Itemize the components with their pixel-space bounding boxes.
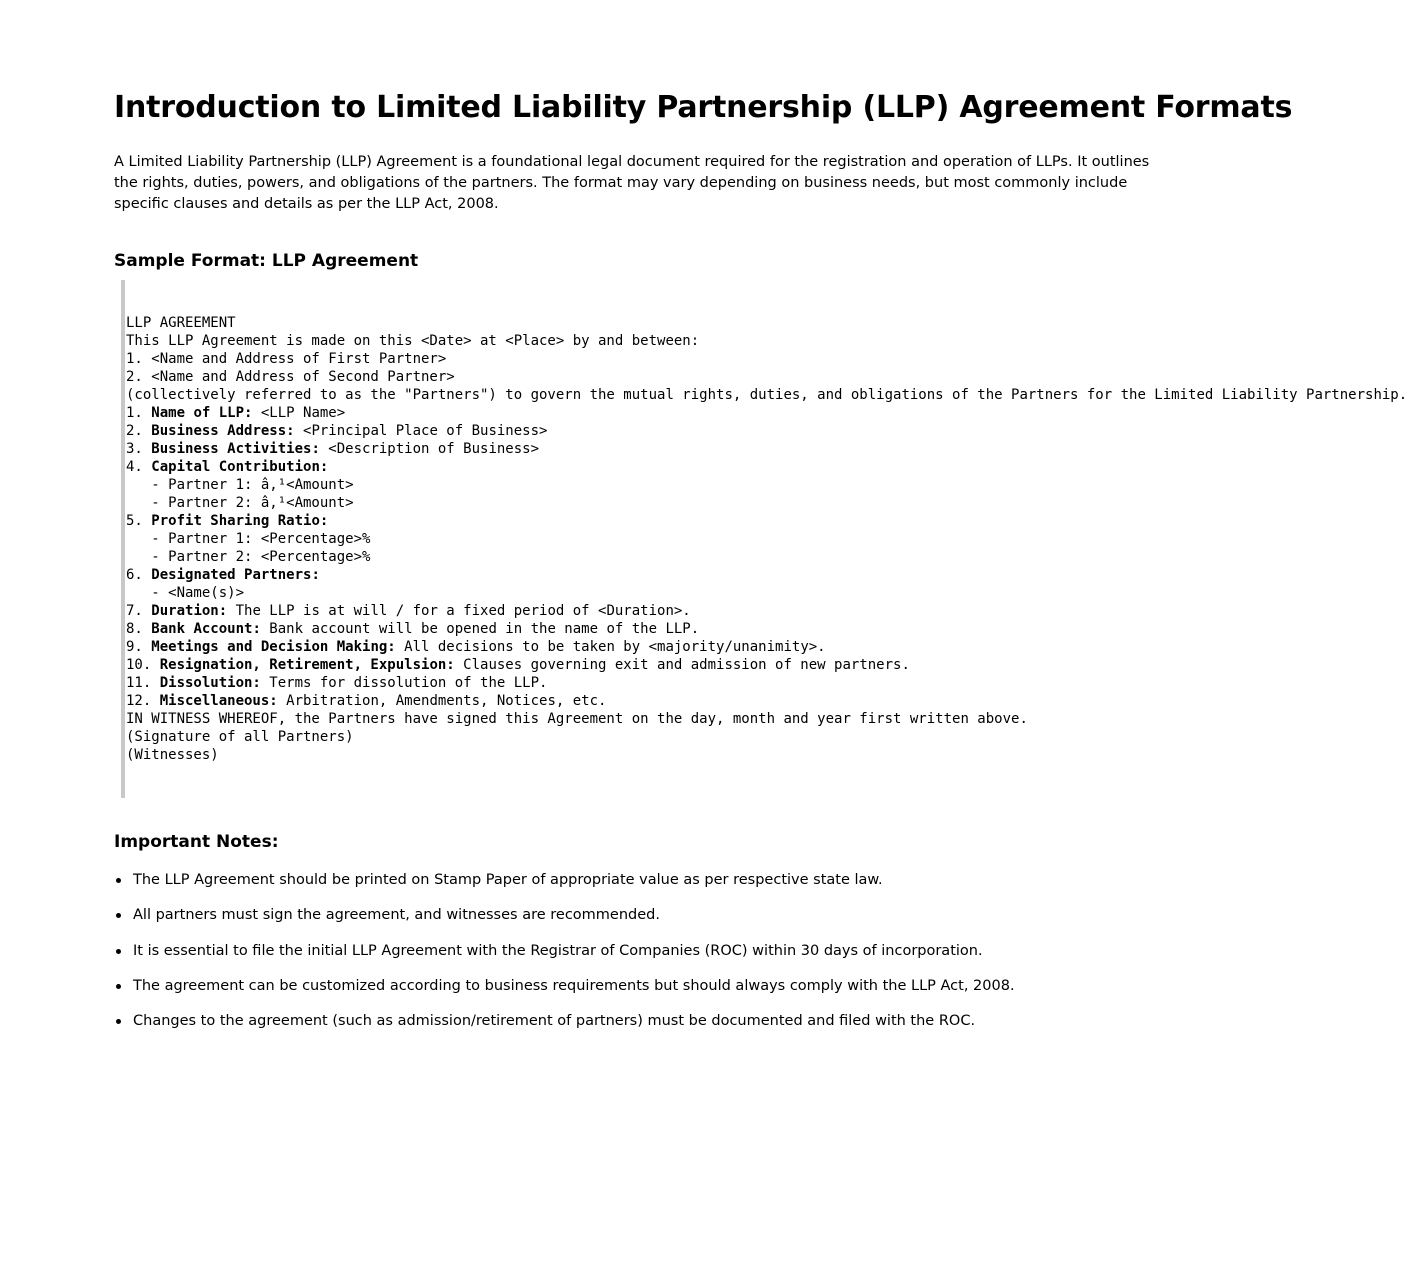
- clause-label: Miscellaneous:: [159, 693, 278, 709]
- clause-number: 6.: [126, 567, 152, 583]
- clause-label: Business Address:: [151, 423, 295, 439]
- clause-text: IN WITNESS WHEREOF, the Partners have signed this Agreement on the day, month and year first written above.: [126, 711, 1028, 727]
- agreement-line: [126, 638, 1407, 656]
- notes-list: [114, 870, 1214, 1046]
- clause-number: 7.: [126, 603, 152, 619]
- agreement-line: [126, 476, 1407, 494]
- clause-text: - Partner 1: <Percentage>%: [126, 531, 371, 547]
- clause-label: Profit Sharing Ratio:: [151, 513, 329, 529]
- agreement-line: [126, 692, 1407, 710]
- agreement-line: [126, 440, 1407, 458]
- clause-text: <LLP Name>: [252, 405, 346, 421]
- clause-label: Meetings and Decision Making:: [151, 639, 396, 655]
- clause-text: (Signature of all Partners): [126, 729, 354, 745]
- agreement-line: [126, 314, 1407, 332]
- clause-text: The LLP is at will / for a fixed period of <Duration>.: [227, 603, 691, 619]
- bullet-icon: [116, 984, 121, 989]
- bullet-icon: [116, 913, 121, 918]
- note-text: All partners must sign the agreement, and witnesses are recommended.: [133, 907, 660, 924]
- clause-text: This LLP Agreement is made on this <Date> at <Place> by and between:: [126, 333, 700, 349]
- bullet-icon: [116, 949, 121, 954]
- bullet-icon: [116, 878, 121, 883]
- clause-number: 2.: [126, 423, 152, 439]
- clause-text: <Principal Place of Business>: [294, 423, 548, 439]
- clause-number: 9.: [126, 639, 152, 655]
- list-item: [114, 905, 1214, 926]
- list-item: [114, 870, 1214, 891]
- note-text: It is essential to file the initial LLP Agreement with the Registrar of Companies (ROC) within 30 days of incorporation.: [133, 942, 983, 959]
- clause-label: Capital Contribution:: [151, 459, 329, 475]
- clause-number: 11.: [126, 675, 160, 691]
- agreement-line: [126, 602, 1407, 620]
- agreement-line: [126, 710, 1407, 728]
- notes-heading: Important Notes:: [114, 832, 279, 852]
- list-item: [114, 941, 1214, 962]
- agreement-line: [126, 530, 1407, 548]
- agreement-line: [126, 494, 1407, 512]
- clause-number: 1.: [126, 405, 152, 421]
- sample-heading: Sample Format: LLP Agreement: [114, 251, 419, 271]
- clause-label: Name of LLP:: [151, 405, 253, 421]
- agreement-line: [126, 656, 1407, 674]
- clause-number: 10.: [126, 657, 160, 673]
- clause-label: Bank Account:: [151, 621, 261, 637]
- agreement-line: [126, 512, 1407, 530]
- agreement-line: [126, 332, 1407, 350]
- note-text: The LLP Agreement should be printed on Stamp Paper of appropriate value as per respective state law.: [133, 872, 883, 888]
- agreement-line: [126, 350, 1407, 368]
- sample-blockquote: [121, 280, 1407, 798]
- agreement-line: [126, 584, 1407, 602]
- clause-number: 4.: [126, 459, 152, 475]
- agreement-line: [126, 422, 1407, 440]
- clause-text: Bank account will be opened in the name of the LLP.: [260, 621, 700, 637]
- clause-label: Duration:: [151, 603, 228, 619]
- clause-text: Terms for dissolution of the LLP.: [260, 675, 548, 691]
- clause-label: Designated Partners:: [151, 567, 320, 583]
- agreement-line: [126, 386, 1407, 404]
- clause-text: (Witnesses): [126, 747, 219, 763]
- sample-agreement-text: [126, 314, 1407, 764]
- agreement-line: [126, 746, 1407, 764]
- agreement-line: [126, 566, 1407, 584]
- clause-text: (collectively referred to as the "Partners") to govern the mutual rights, duties, and obligations of the Partners for the Limited Liability Partnership.: [126, 387, 1407, 403]
- agreement-line: [126, 404, 1407, 422]
- clause-text: All decisions to be taken by <majority/unanimity>.: [395, 639, 826, 655]
- clause-text: - Partner 1: â‚¹<Amount>: [126, 477, 354, 493]
- clause-text: Arbitration, Amendments, Notices, etc.: [277, 693, 607, 709]
- clause-label: Business Activities:: [151, 441, 320, 457]
- clause-text: - Partner 2: â‚¹<Amount>: [126, 495, 354, 511]
- agreement-line: [126, 548, 1407, 566]
- clause-text: LLP AGREEMENT: [126, 315, 236, 331]
- clause-number: 12.: [126, 693, 160, 709]
- clause-label: Dissolution:: [159, 675, 261, 691]
- clause-text: Clauses governing exit and admission of new partners.: [454, 657, 910, 673]
- page-title: Introduction to Limited Liability Partnership (LLP) Agreement Formats: [114, 90, 1293, 125]
- agreement-line: [126, 620, 1407, 638]
- note-text: Changes to the agreement (such as admission/retirement of partners) must be documented and filed with the ROC.: [133, 1013, 976, 1030]
- clause-number: 3.: [126, 441, 152, 457]
- agreement-line: [126, 368, 1407, 386]
- clause-number: 5.: [126, 513, 152, 529]
- clause-text: 2. <Name and Address of Second Partner>: [126, 369, 455, 385]
- intro-paragraph: A Limited Liability Partnership (LLP) Agreement is a foundational legal document required for the registration and operation of LLPs. It outlines the rights, duties, powers, and obligations of the partners. The format may vary depending on business needs, but most commonly include specific clauses and details as per the LLP Act, 2008.: [114, 154, 1150, 212]
- bullet-icon: [116, 1019, 121, 1024]
- agreement-line: [126, 674, 1407, 692]
- clause-text: <Description of Business>: [319, 441, 540, 457]
- note-text: The agreement can be customized according to business requirements but should always comply with the LLP Act, 2008.: [133, 977, 1015, 994]
- list-item: [114, 1011, 1214, 1032]
- list-item: [114, 976, 1214, 997]
- agreement-line: [126, 458, 1407, 476]
- clause-text: 1. <Name and Address of First Partner>: [126, 351, 447, 367]
- document: [114, 88, 1407, 1030]
- clause-number: 8.: [126, 621, 152, 637]
- agreement-line: [126, 728, 1407, 746]
- clause-text: - <Name(s)>: [126, 585, 245, 601]
- clause-text: - Partner 2: <Percentage>%: [126, 549, 371, 565]
- clause-label: Resignation, Retirement, Expulsion:: [159, 657, 455, 673]
